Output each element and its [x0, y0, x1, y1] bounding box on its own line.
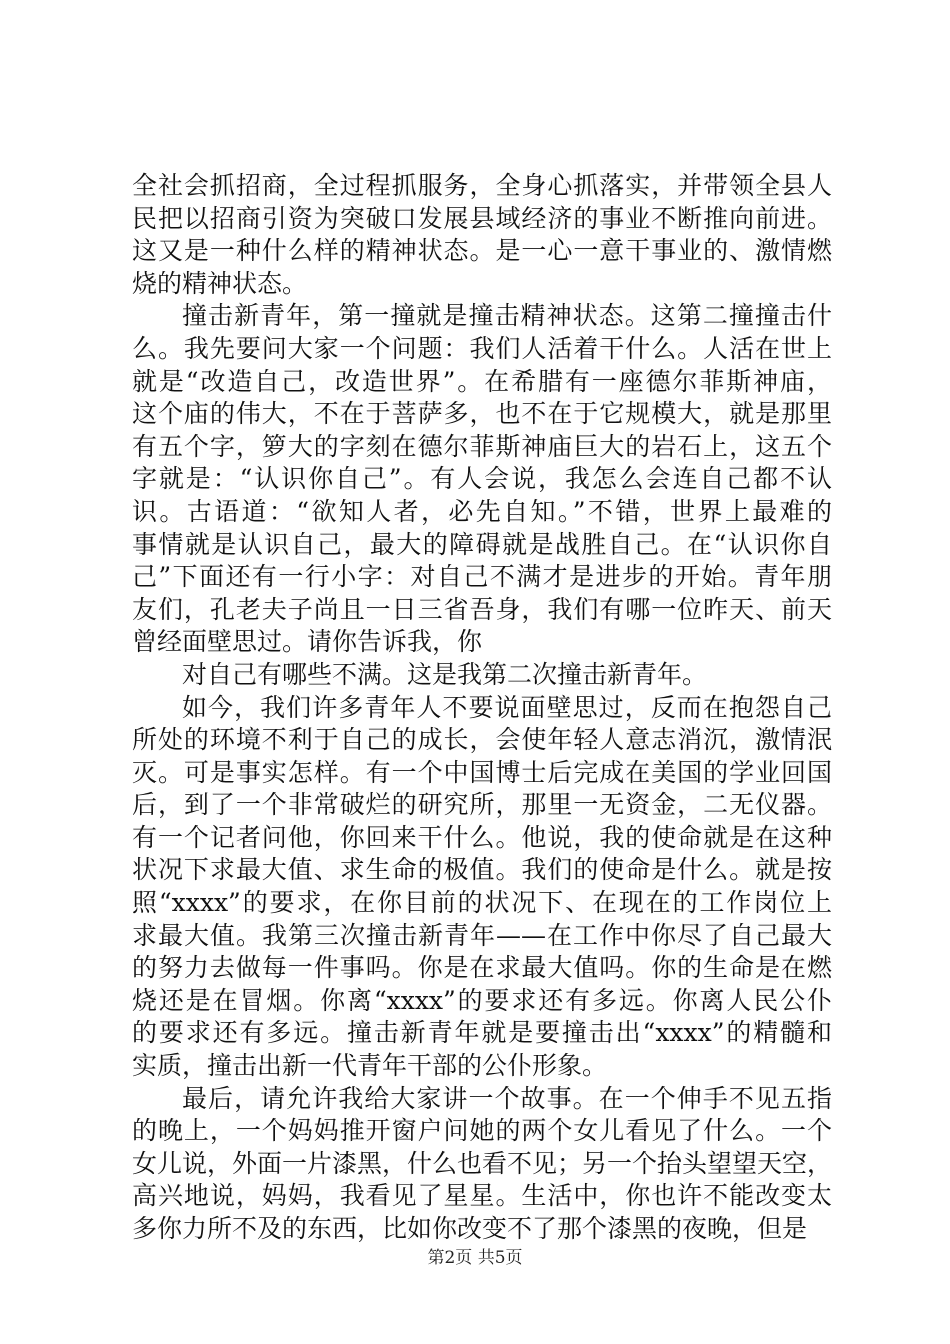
text-line: 曾经面壁思过。请你告诉我，你 — [132, 627, 483, 657]
paragraph — [132, 170, 832, 300]
text-line: 求最大值。我第三次撞击新青年——在工作中你尽了自己最大 — [132, 920, 832, 950]
text-line: 事情就是认识自己，最大的障碍就是战胜自己。在“认识你自 — [132, 529, 832, 559]
text-line: 己”下面还有一行小字：对自己不满才是进步的开始。青年朋 — [132, 562, 832, 592]
text-line: 识。古语道：“欲知人者，必先自知。”不错，世界上最难的 — [132, 496, 832, 526]
text-line: 女儿说，外面一片漆黑，什么也看不见；另一个抬头望望天空， — [132, 1148, 833, 1178]
text-line: 的努力去做每一件事吗。你是在求最大值吗。你的生命是在燃 — [132, 953, 832, 983]
text-line: 这又是一种什么样的精神状态。是一心一意干事业的、激情燃 — [132, 236, 832, 266]
text-line: 就是“改造自己，改造世界”。在希腊有一座德尔菲斯神庙， — [132, 366, 832, 396]
text-line: 所处的环境不利于自己的成长，会使年轻人意志消沉，激情泯 — [132, 725, 832, 755]
text-line: 民把以招商引资为突破口发展县域经济的事业不断推向前进。 — [132, 203, 832, 233]
paragraph — [132, 300, 832, 659]
text-line: 照“xxxx”的要求，在你目前的状况下、在现在的工作岗位上 — [132, 888, 832, 918]
text-line: 烧的精神状态。 — [132, 268, 308, 298]
text-line: 烧还是在冒烟。你离“xxxx”的要求还有多远。你离人民公仆 — [132, 985, 832, 1015]
document-body — [132, 170, 832, 1246]
text-line: 如今，我们许多青年人不要说面壁思过，反而在抱怨自己 — [182, 692, 832, 722]
text-line: 有一个记者问他，你回来干什么。他说，我的使命就是在这种 — [132, 822, 832, 852]
text-line: 字就是：“认识你自己”。有人会说，我怎么会连自己都不认 — [132, 464, 832, 494]
text-line: 对自己有哪些不满。这是我第二次撞击新青年。 — [182, 659, 708, 689]
text-line: 多你力所不及的东西，比如你改变不了那个漆黑的夜晚，但是 — [132, 1214, 808, 1243]
text-line: 高兴地说，妈妈，我看见了星星。生活中，你也许不能改变太 — [132, 1181, 832, 1211]
text-line: 有五个字，箩大的字刻在德尔菲斯神庙巨大的岩石上，这五个 — [132, 431, 832, 461]
text-line: 的晚上，一个妈妈推开窗户问她的两个女儿看见了什么。一个 — [132, 1116, 832, 1146]
text-line: 的要求还有多远。撞击新青年就是要撞击出“xxxx”的精髓和 — [132, 1018, 832, 1048]
text-line: 撞击新青年，第一撞就是撞击精神状态。这第二撞撞击什 — [182, 301, 832, 331]
text-line: 最后，请允许我给大家讲一个故事。在一个伸手不见五指 — [182, 1083, 832, 1113]
text-line: 实质，撞击出新一代青年干部的公仆形象。 — [132, 1051, 608, 1081]
paragraph — [132, 1083, 832, 1246]
text-line: 么。我先要问大家一个问题：我们人活着干什么。人活在世上 — [132, 333, 832, 363]
text-line: 状况下求最大值、求生命的极值。我们的使命是什么。就是按 — [132, 855, 832, 885]
text-line: 这个庙的伟大，不在于菩萨多，也不在于它规模大，就是那里 — [132, 399, 832, 429]
paragraph — [132, 692, 832, 1083]
text-line: 后，到了一个非常破烂的研究所，那里一无资金，二无仪器。 — [132, 790, 832, 820]
text-line: 友们，孔老夫子尚且一日三省吾身，我们有哪一位昨天、前天 — [132, 594, 832, 624]
text-line: 灭。可是事实怎样。有一个中国博士后完成在美国的学业回国 — [132, 757, 832, 787]
page-footer — [0, 1243, 950, 1268]
text-line: 全社会抓招商，全过程抓服务，全身心抓落实，并带领全县人 — [132, 171, 832, 200]
page-number-label: 第2页 共5页 — [427, 1248, 523, 1268]
paragraph — [132, 659, 832, 692]
